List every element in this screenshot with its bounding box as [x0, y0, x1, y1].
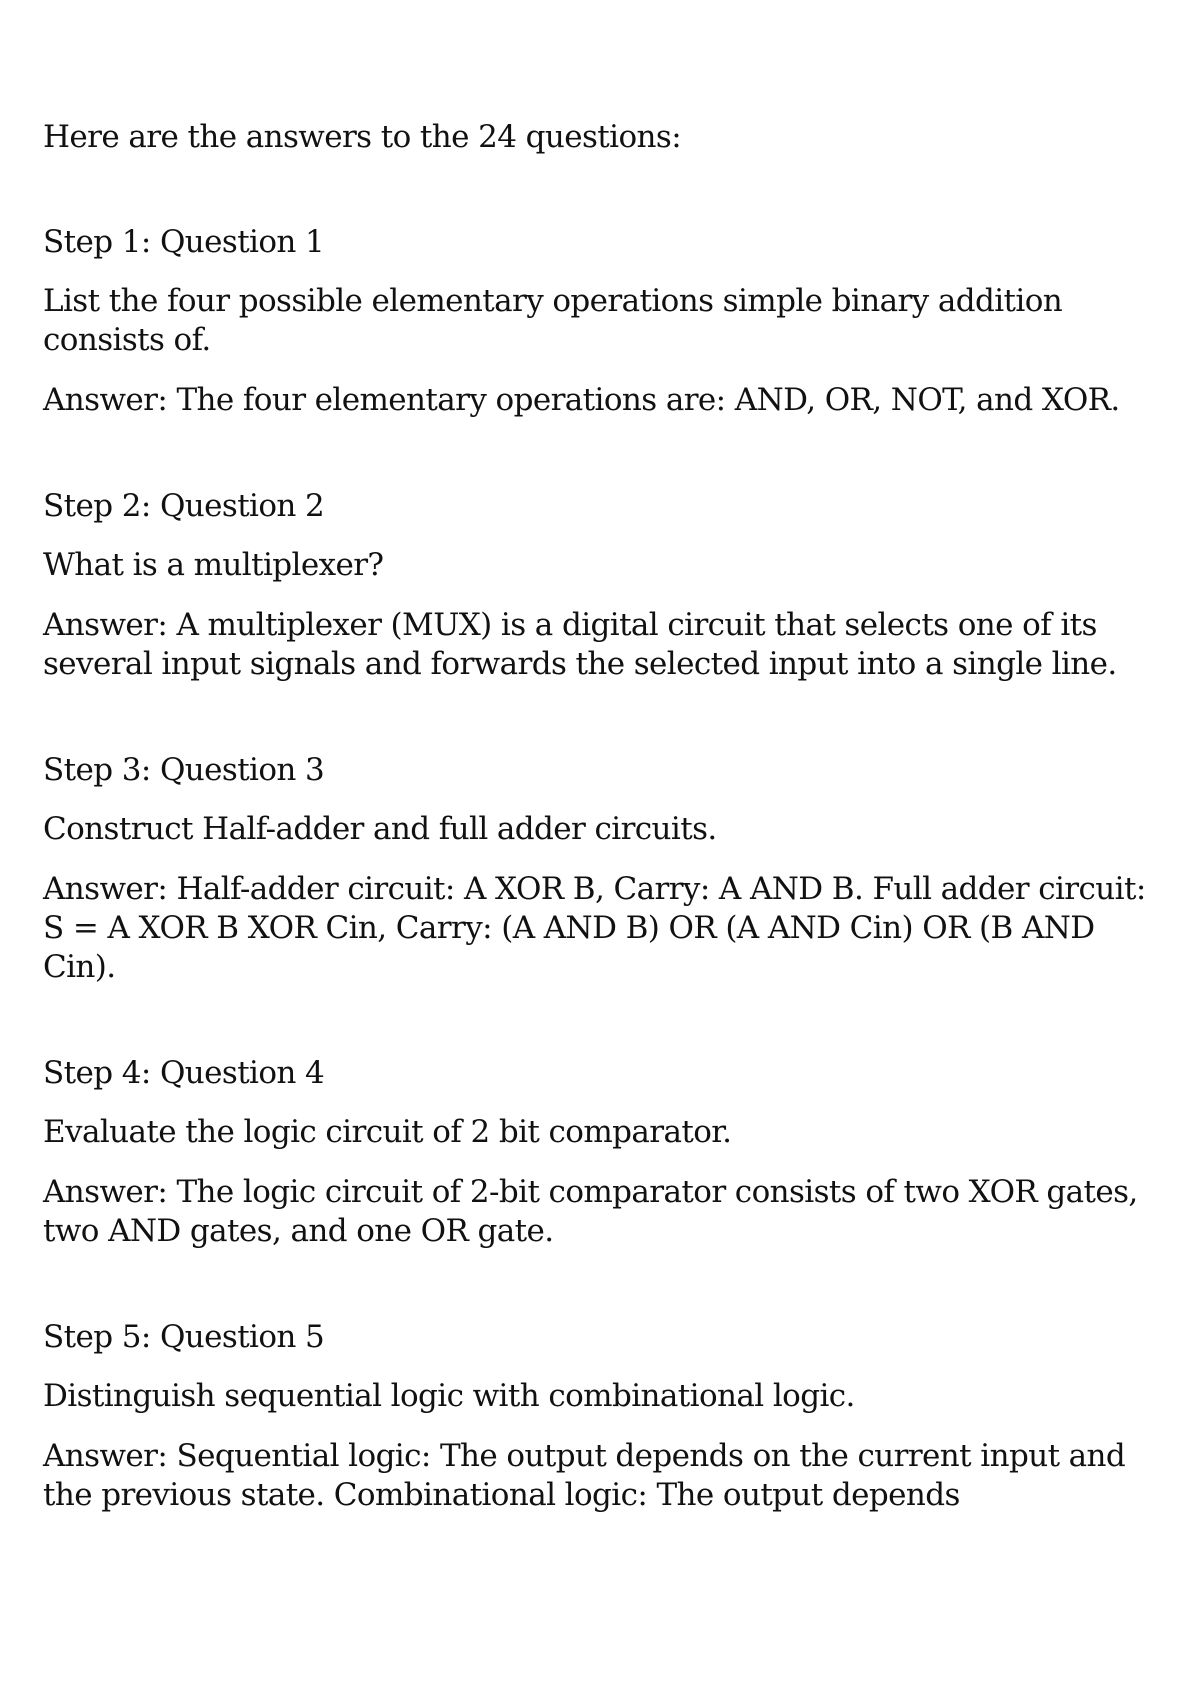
step-2: [43, 487, 1153, 684]
answer-text: Answer: Half-adder circuit: A XOR B, Carry: A AND B. Full adder circuit: S = A XOR B XOR Cin, Carry: (A AND B) OR (A AND Cin) OR (B AND Cin).: [43, 871, 1146, 985]
step-5: [43, 1318, 1153, 1515]
answer-text: Answer: Sequential logic: The output depends on the current input and the previous state. Combinational logic: The output depends: [43, 1438, 1126, 1513]
step-title: Step 3: Question 3: [43, 752, 325, 788]
question-text: Distinguish sequential logic with combinational logic.: [43, 1378, 855, 1414]
answer-text: Answer: The logic circuit of 2-bit comparator consists of two XOR gates, two AND gates, and one OR gate.: [43, 1174, 1138, 1249]
question-text: Evaluate the logic circuit of 2 bit comparator.: [43, 1114, 732, 1150]
document-page: [43, 118, 1153, 1582]
question-text: Construct Half-adder and full adder circuits.: [43, 811, 717, 847]
step-title: Step 4: Question 4: [43, 1055, 325, 1091]
answer-text: Answer: A multiplexer (MUX) is a digital circuit that selects one of its several input signals and forwards the selected input into a single line.: [43, 607, 1117, 682]
step-3: [43, 751, 1153, 987]
step-1: [43, 223, 1153, 420]
question-text: What is a multiplexer?: [43, 547, 384, 583]
step-title: Step 2: Question 2: [43, 488, 325, 524]
step-4: [43, 1054, 1153, 1251]
intro-text: Here are the answers to the 24 questions:: [43, 119, 682, 155]
step-title: Step 5: Question 5: [43, 1319, 325, 1355]
step-title: Step 1: Question 1: [43, 224, 325, 260]
answer-text: Answer: The four elementary operations are: AND, OR, NOT, and XOR.: [43, 382, 1120, 418]
question-text: List the four possible elementary operations simple binary addition consists of.: [43, 283, 1063, 358]
